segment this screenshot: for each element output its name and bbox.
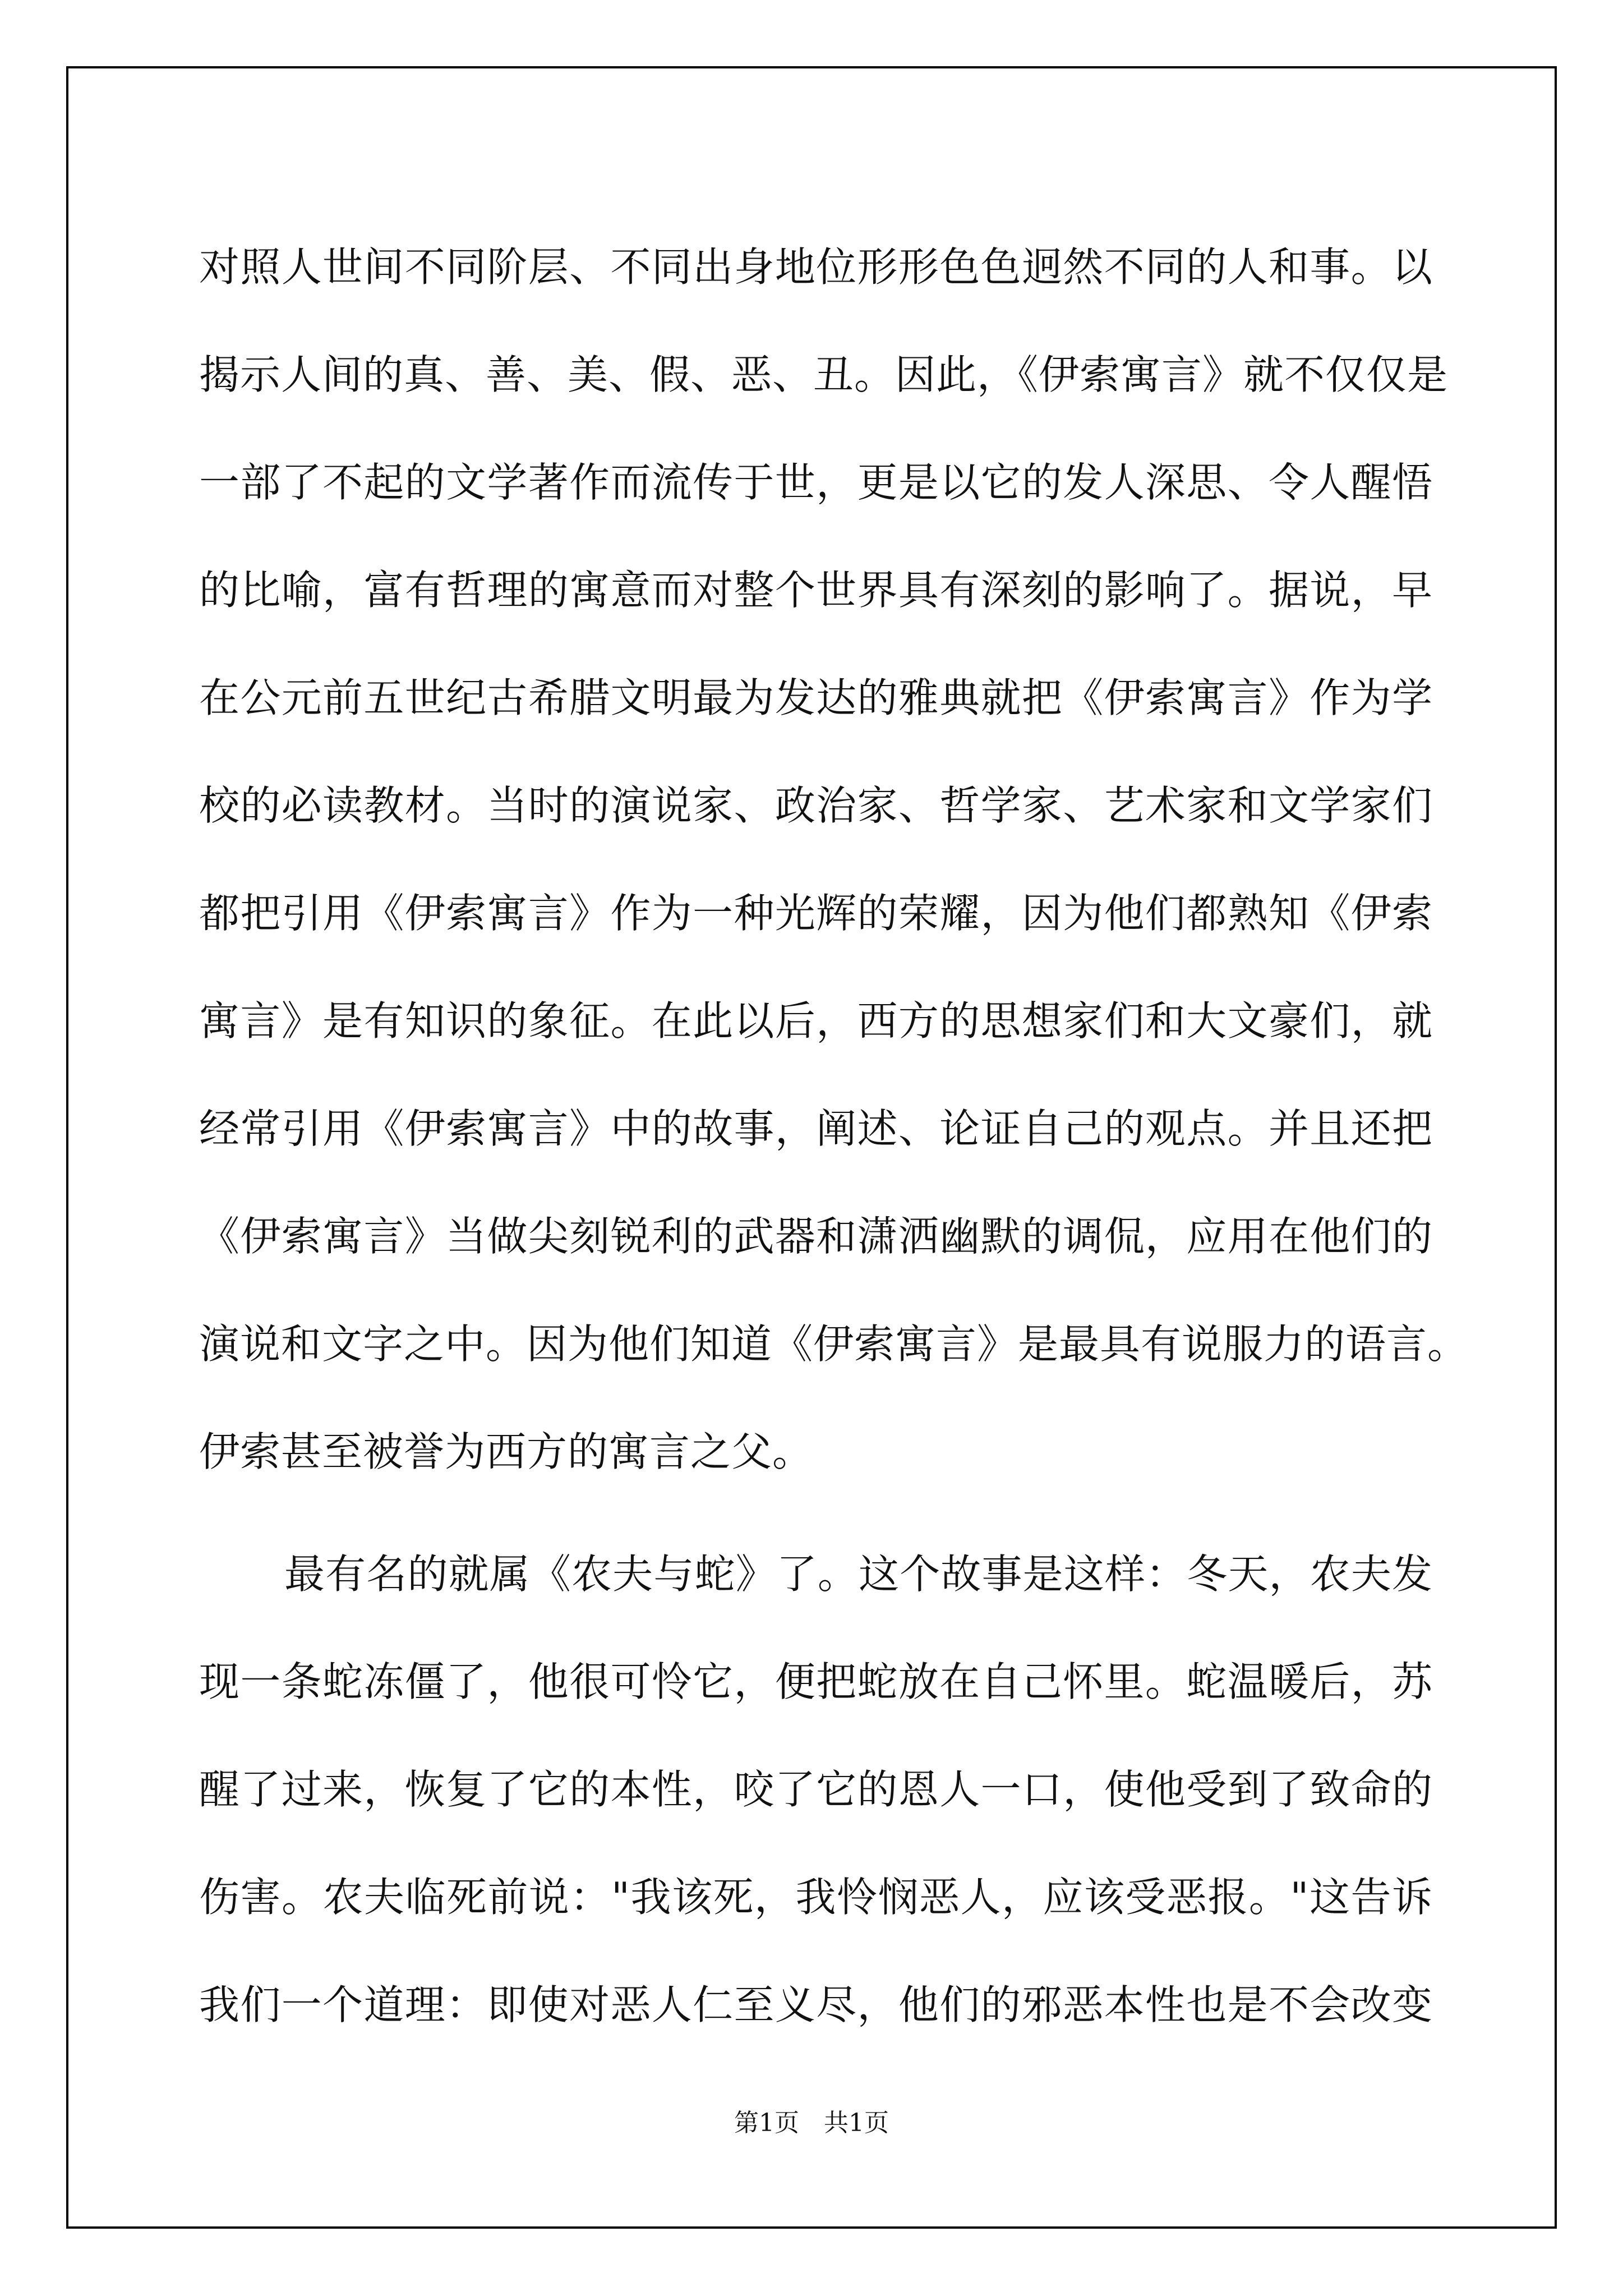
paragraph-2-line-4: 伤害。农夫临死前说："我该死，我怜悯恶人，应该受恶报。"这告诉 — [199, 1874, 1433, 1921]
paragraph-1-line-7: 都把引用《伊索寓言》作为一种光辉的荣耀，因为他们都熟知《伊索 — [199, 890, 1433, 937]
paragraph-1-line-5: 在公元前五世纪古希腊文明最为发达的雅典就把《伊索寓言》作为学 — [199, 674, 1433, 721]
paragraph-2-line-2: 现一条蛇冻僵了，他很可怜它，便把蛇放在自己怀里。蛇温暖后，苏 — [199, 1658, 1433, 1705]
paragraph-1-line-2: 揭示人间的真、善、美、假、恶、丑。因此，《伊索寓言》就不仅仅是 — [199, 351, 1449, 398]
paragraph-1-line-4: 的比喻，富有哲理的寓意而对整个世界具有深刻的影响了。据说，早 — [199, 567, 1433, 614]
document-body — [199, 213, 1469, 2059]
paragraph-2-line-5: 我们一个道理：即使对恶人仁至义尽，他们的邪恶本性也是不会改变 — [199, 1981, 1433, 2028]
paragraph-1-line-6: 校的必读教材。当时的演说家、政治家、哲学家、艺术家和文学家们 — [199, 782, 1433, 829]
paragraph-1-line-8: 寓言》是有知识的象征。在此以后，西方的思想家们和大文豪们，就 — [199, 997, 1433, 1045]
paragraph-1-line-10: 《伊索寓言》当做尖刻锐利的武器和潇洒幽默的调侃，应用在他们的 — [199, 1213, 1433, 1260]
paragraph-1-line-11: 演说和文字之中。因为他们知道《伊索寓言》是最具有说服力的语言。 — [199, 1320, 1469, 1368]
paragraph-2-line-3: 醒了过来，恢复了它的本性，咬了它的恩人一口，使他受到了致命的 — [199, 1766, 1433, 1813]
paragraph-1-line-3: 一部了不起的文学著作而流传于世，更是以它的发人深思、令人醒悟 — [199, 459, 1433, 506]
paragraph-1-line-9: 经常引用《伊索寓言》中的故事，阐述、论证自己的观点。并且还把 — [199, 1105, 1433, 1152]
paragraph-gap — [199, 1506, 1433, 1520]
paragraph-2-line-1: 最有名的就属《农夫与蛇》了。这个故事是这样：冬天，农夫发 — [284, 1550, 1433, 1598]
paragraph-1-line-12: 伊索甚至被誉为西方的寓言之父。 — [199, 1428, 814, 1475]
page-number-footer: 第1页 共1页 — [734, 2109, 889, 2137]
paragraph-1-line-1: 对照人世间不同阶层、不同出身地位形形色色迥然不同的人和事。以 — [199, 243, 1433, 291]
